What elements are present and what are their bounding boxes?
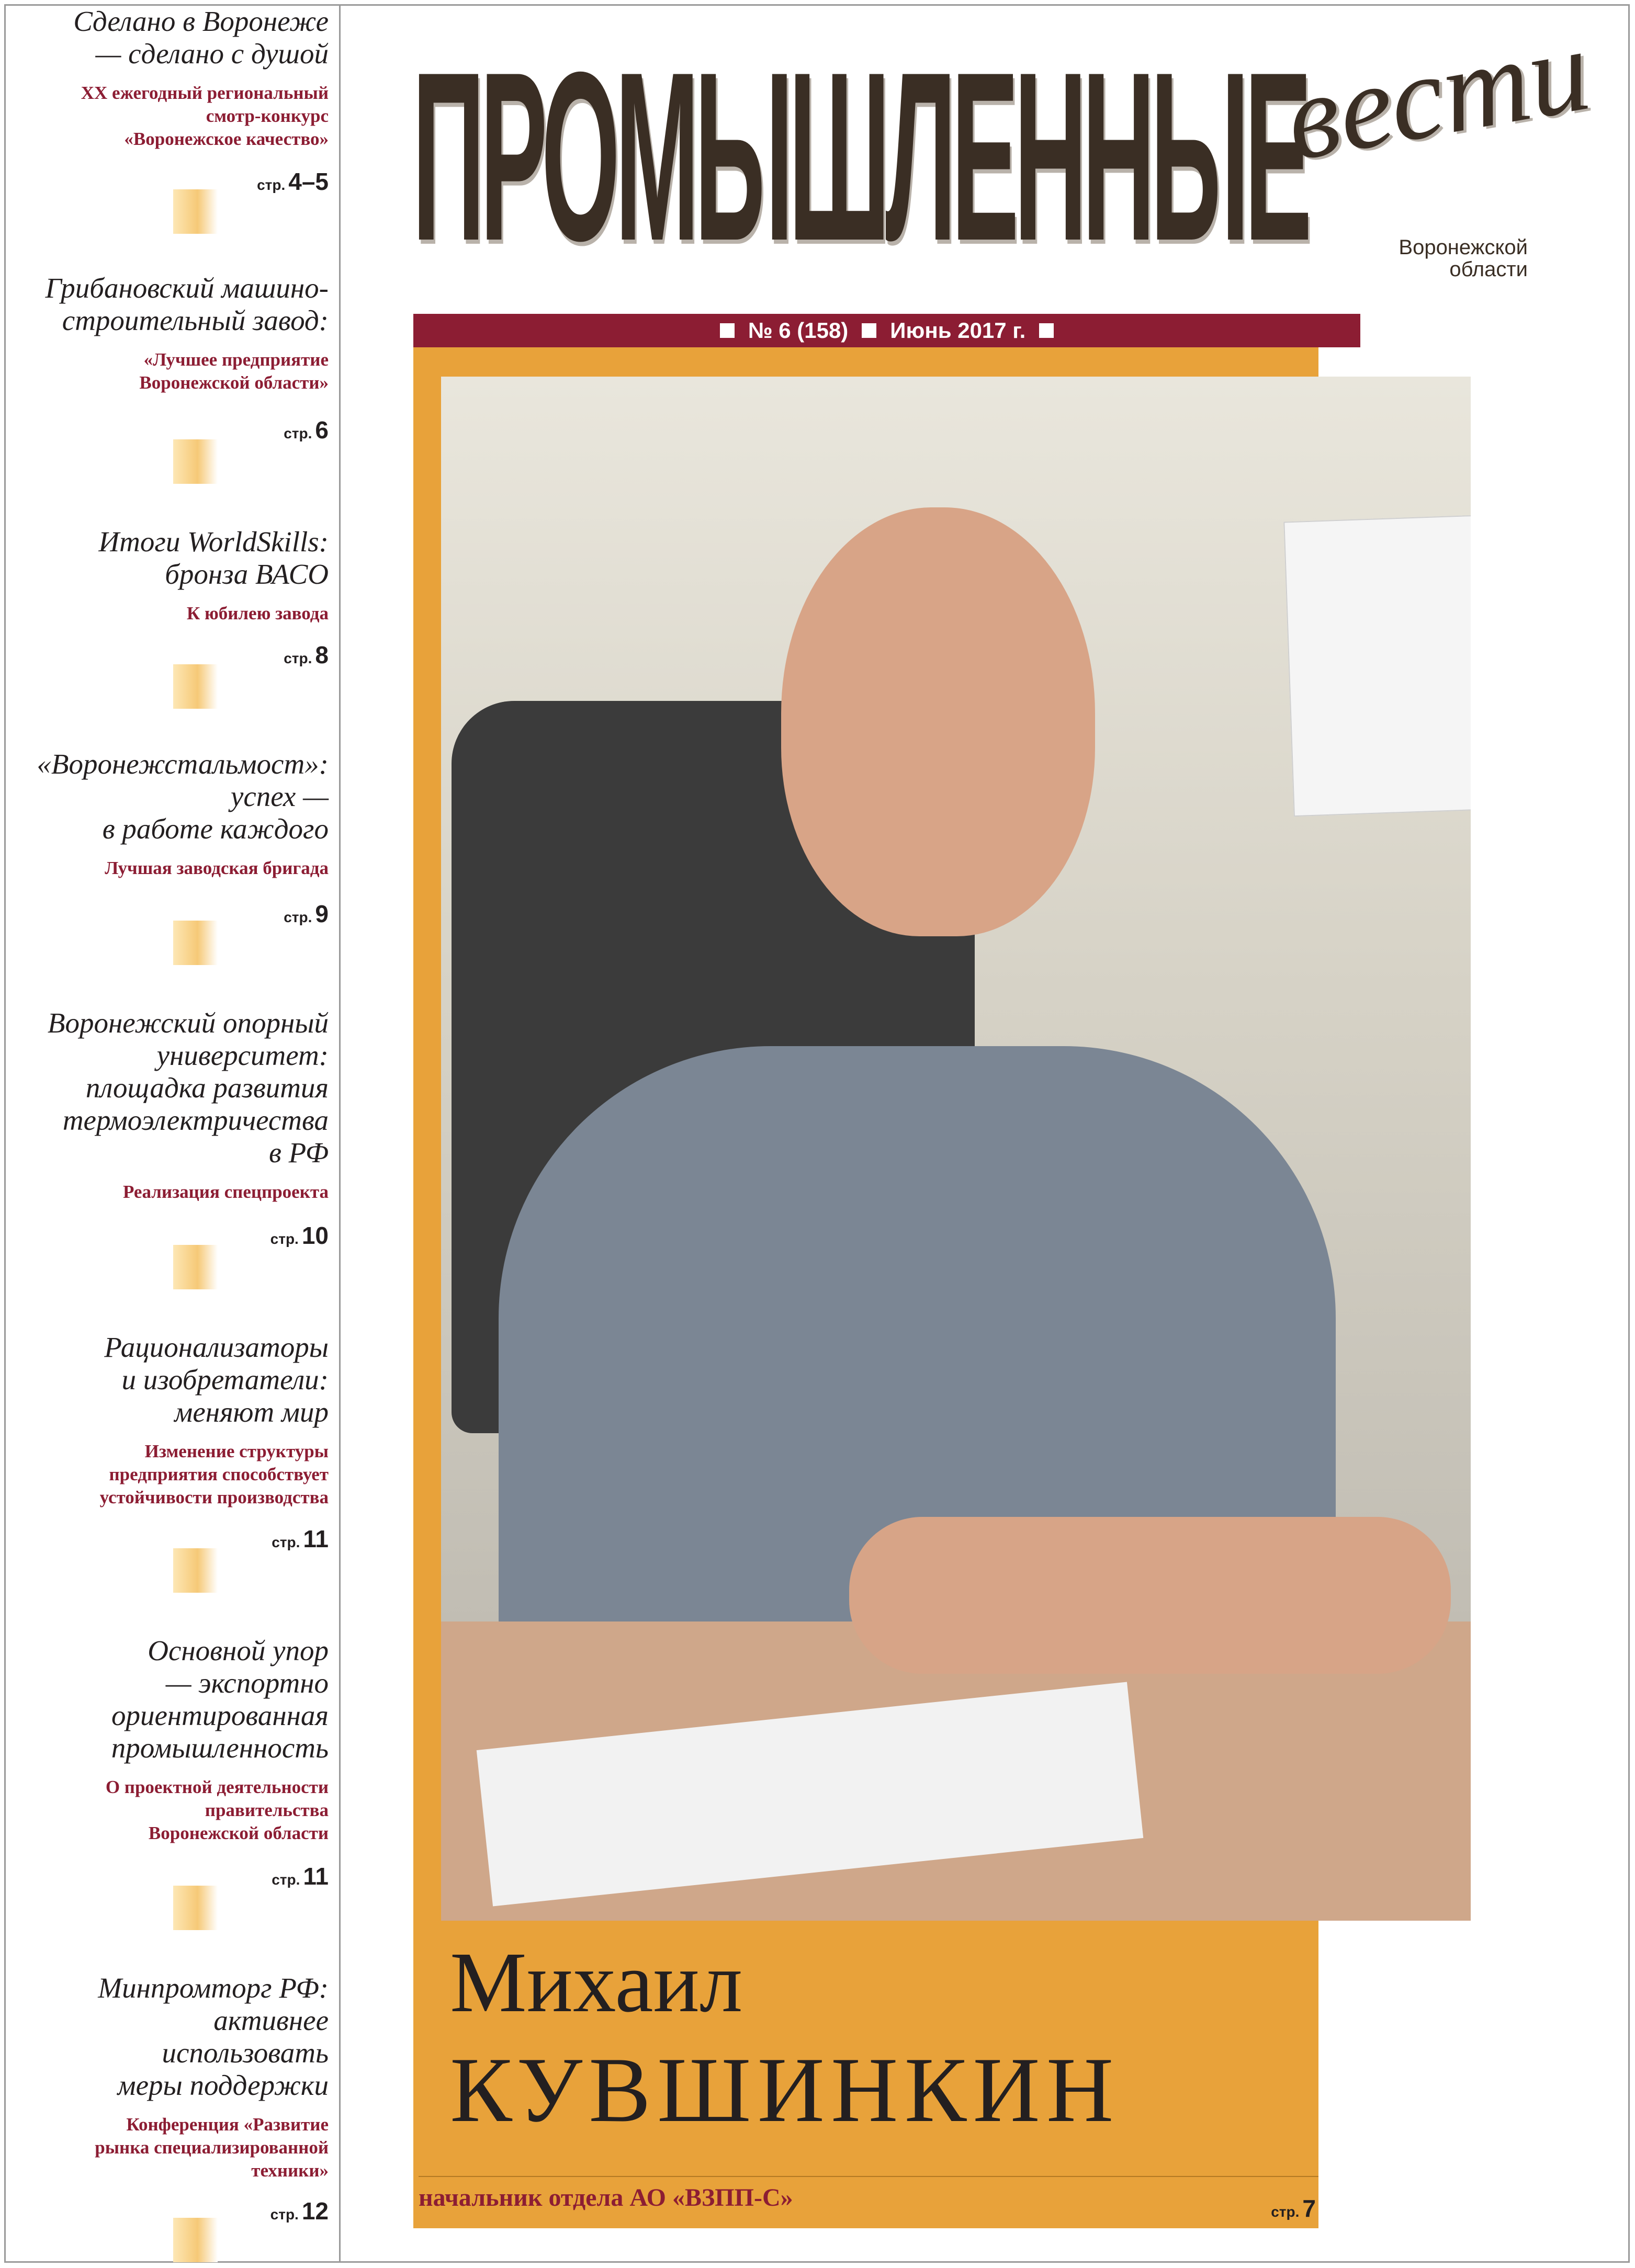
toc-headline-line: успех —	[230, 780, 329, 812]
toc-subtitle-line: К юбилею завода	[186, 603, 329, 623]
toc-headline-line: Итоги WorldSkills:	[98, 526, 329, 558]
toc-headline-line: Рационализаторы	[104, 1331, 329, 1363]
toc-headline-line: — экспортно	[165, 1667, 329, 1699]
page-label: стр.	[272, 1872, 300, 1888]
toc-headline	[10, 5, 329, 70]
page-number: 11	[303, 1525, 329, 1552]
page-label: стр.	[257, 177, 286, 193]
page-number: 4–5	[288, 168, 329, 195]
page-label: стр.	[284, 909, 312, 925]
toc-headline-line: университет:	[156, 1039, 329, 1071]
toc-marker-square	[173, 1886, 218, 1930]
toc-item[interactable]	[10, 5, 329, 151]
toc-item[interactable]	[10, 272, 329, 394]
toc-subtitle-line: рынка специализированной	[95, 2137, 329, 2158]
toc-marker-square	[173, 664, 218, 709]
toc-subtitle	[10, 1440, 329, 1509]
caption-rule	[419, 2176, 1318, 2177]
toc-sidebar	[10, 0, 329, 2268]
toc-headline-line: термоэлектричества	[62, 1104, 329, 1136]
toc-page-ref[interactable]	[284, 416, 329, 444]
toc-headline	[10, 1007, 329, 1169]
toc-headline-line: Сделано в Воронеже	[73, 5, 329, 37]
toc-subtitle-line: смотр-конкурс	[206, 106, 329, 126]
toc-headline-line: в работе каждого	[102, 813, 329, 845]
toc-marker-square	[173, 921, 218, 965]
toc-subtitle-line: предприятия способствует	[109, 1464, 329, 1484]
toc-subtitle-line: XX ежегодный региональный	[81, 83, 329, 103]
toc-marker-square	[173, 1245, 218, 1289]
toc-subtitle-line: Реализация спецпроекта	[123, 1182, 329, 1202]
person-last-name: КУВШИНКИН	[450, 2038, 1120, 2141]
toc-subtitle-line: правительства	[205, 1800, 329, 1820]
toc-marker-square	[173, 189, 218, 234]
toc-subtitle-line: техники»	[251, 2160, 329, 2181]
page-number: 6	[315, 416, 329, 444]
toc-subtitle	[10, 2113, 329, 2182]
toc-item[interactable]	[10, 1635, 329, 1845]
page-number: 11	[303, 1863, 329, 1890]
person-first-name: Михаил	[450, 1934, 743, 2030]
cover-page-ref[interactable]	[1271, 2194, 1316, 2222]
toc-headline-line: бронза ВАСО	[165, 558, 329, 590]
toc-subtitle-line: Изменение структуры	[144, 1441, 329, 1461]
toc-page-ref[interactable]	[257, 167, 329, 196]
page-label: стр.	[284, 650, 312, 666]
toc-subtitle-line: Воронежской области»	[139, 372, 329, 393]
toc-headline-line: Воронежский опорный	[47, 1007, 329, 1039]
toc-headline-line: меры поддержки	[117, 2069, 329, 2101]
toc-subtitle-line: «Лучшее предприятие	[143, 349, 329, 370]
person-head	[781, 507, 1095, 936]
toc-subtitle-line: устойчивости производства	[99, 1487, 329, 1507]
toc-subtitle-line: О проектной деятельности	[105, 1777, 329, 1797]
toc-subtitle-line: Конференция «Развитие	[126, 2114, 329, 2135]
toc-headline	[10, 1331, 329, 1428]
toc-page-ref[interactable]	[284, 641, 329, 669]
region-line: области	[1449, 258, 1528, 281]
region-line: Воронежской	[1399, 236, 1528, 259]
page-number: 9	[315, 900, 329, 927]
toc-item[interactable]	[10, 1331, 329, 1509]
toc-subtitle-line: Лучшая заводская бригада	[105, 858, 329, 878]
toc-headline	[10, 1635, 329, 1764]
page-number: 12	[301, 2197, 329, 2225]
page-label: стр.	[270, 1231, 299, 1247]
wall-calendar	[1283, 514, 1471, 817]
toc-headline-line: в РФ	[269, 1137, 329, 1169]
toc-page-ref[interactable]	[272, 1525, 329, 1553]
page-number: 7	[1302, 2195, 1316, 2222]
toc-marker-square	[173, 2218, 218, 2262]
toc-headline-line: «Воронежстальмост»:	[37, 748, 329, 780]
toc-item[interactable]	[10, 1972, 329, 2182]
toc-headline	[10, 748, 329, 845]
toc-subtitle	[10, 602, 329, 625]
toc-headline-line: Минпромторг РФ:	[98, 1972, 329, 2004]
issue-date: Июнь 2017 г.	[890, 318, 1026, 343]
bullet-square	[862, 323, 876, 338]
toc-headline-line: активнее	[213, 2004, 329, 2036]
toc-page-ref[interactable]	[284, 900, 329, 928]
person-role: начальник отдела АО «ВЗПП-С»	[419, 2184, 793, 2212]
toc-headline	[10, 1972, 329, 2102]
bullet-square	[1039, 323, 1054, 338]
toc-headline-line: использовать	[162, 2037, 329, 2069]
issue-number: № 6 (158)	[748, 318, 849, 343]
toc-headline-line: Основной упор	[148, 1635, 329, 1666]
page-label: стр.	[270, 2206, 299, 2222]
issue-band	[413, 314, 1360, 347]
toc-headline-line: строительный завод:	[62, 304, 329, 336]
toc-item[interactable]	[10, 748, 329, 880]
person-arms	[849, 1517, 1451, 1674]
toc-headline-line: промышленность	[111, 1732, 329, 1764]
toc-marker-square	[173, 439, 218, 484]
cover-photo	[441, 377, 1471, 1921]
sidebar-divider	[339, 4, 341, 2263]
page-label: стр.	[1271, 2204, 1300, 2220]
toc-headline-line: — сделано с душой	[95, 38, 329, 70]
toc-page-ref[interactable]	[270, 2197, 329, 2225]
masthead-title: ПРОМЫШЛЕННЫЕ	[412, 22, 1307, 291]
toc-headline-line: меняют мир	[174, 1396, 329, 1428]
masthead-region	[1371, 236, 1528, 280]
toc-headline	[10, 526, 329, 591]
toc-subtitle-line: «Воронежское качество»	[124, 129, 329, 149]
toc-headline-line: ориентированная	[111, 1699, 329, 1731]
bullet-square	[720, 323, 735, 338]
page-label: стр.	[272, 1534, 300, 1550]
toc-page-ref[interactable]	[272, 1862, 329, 1890]
page-label: стр.	[284, 425, 312, 441]
page-number: 10	[301, 1222, 329, 1249]
toc-subtitle	[10, 857, 329, 880]
toc-headline-line: площадка развития	[85, 1072, 329, 1104]
toc-headline-line: Грибановский машино-	[45, 272, 329, 304]
toc-subtitle-line: Воронежской области	[148, 1823, 329, 1843]
toc-headline	[10, 272, 329, 337]
toc-subtitle	[10, 348, 329, 394]
toc-subtitle	[10, 1181, 329, 1204]
toc-marker-square	[173, 1548, 218, 1593]
masthead-script-title: вести	[1276, 2, 1599, 186]
toc-subtitle	[10, 82, 329, 151]
toc-page-ref[interactable]	[270, 1221, 329, 1250]
toc-item[interactable]	[10, 526, 329, 625]
toc-subtitle	[10, 1776, 329, 1845]
toc-headline-line: и изобретатели:	[121, 1364, 329, 1396]
page-number: 8	[315, 641, 329, 668]
toc-item[interactable]	[10, 1007, 329, 1204]
